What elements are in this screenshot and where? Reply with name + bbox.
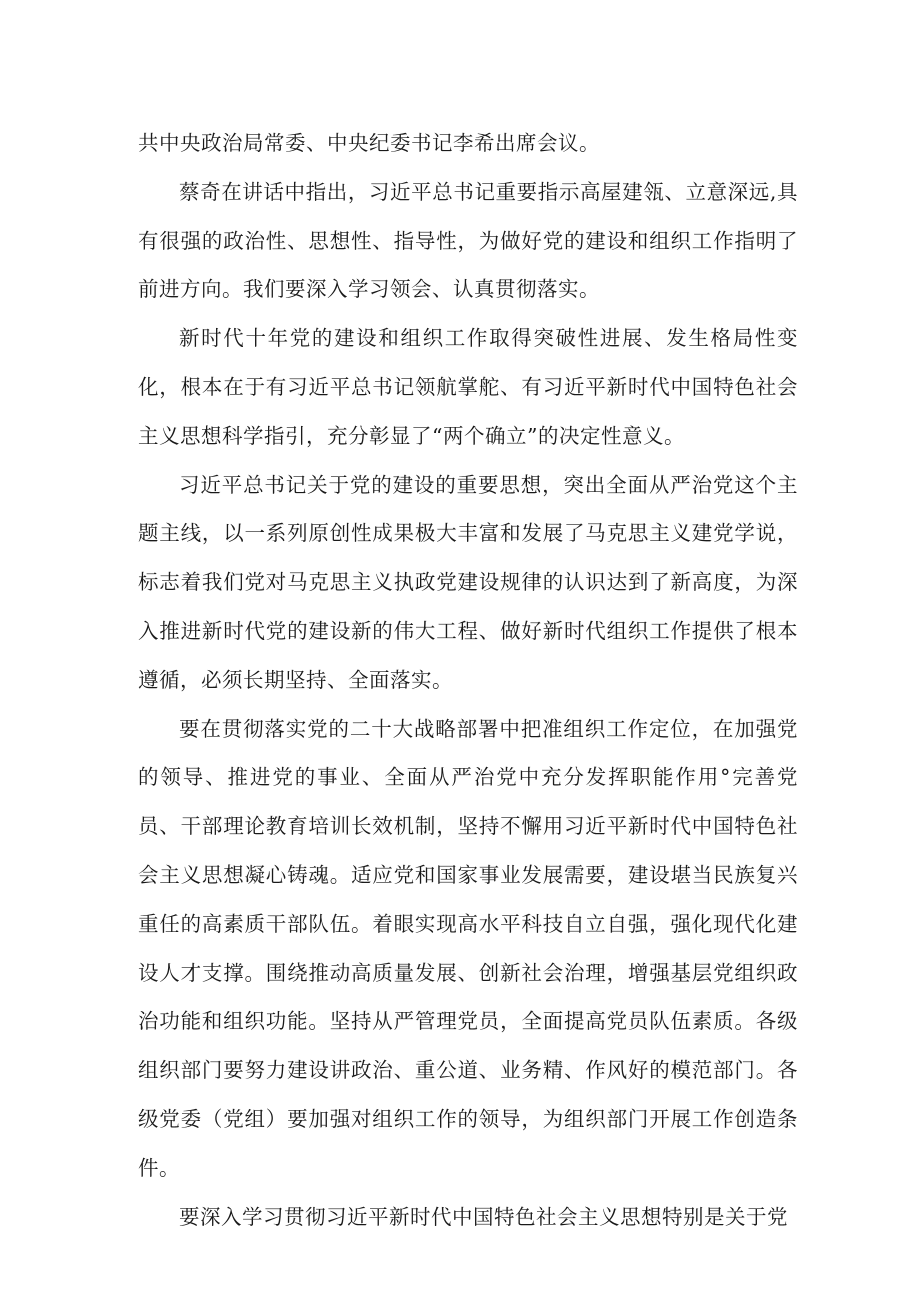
paragraph-3: 新时代十年党的建设和组织工作取得突破性进展、发生格局性变化，根本在于有习近平总书记领航掌舵、有习近平新时代中国特色社会主义思想科学指引，充分彰显了“两个确立”的决定性意义。: [138, 326, 798, 448]
document-body: [138, 119, 798, 1241]
paragraph-4: 习近平总书记关于党的建设的重要思想，突出全面从严治党这个主题主线，以一系列原创性成果极大丰富和发展了马克思主义建党学说，标志着我们党对马克思主义执政党建设规律的认识达到了新高度，为深入推进新时代党的建设新的伟大工程、做好新时代组织工作提供了根本遵循，必须长期坚持、全面落实。: [138, 472, 798, 692]
paragraph-5: 要在贯彻落实党的二十大战略部署中把准组织工作定位，在加强党的领导、推进党的事业、全面从严治党中充分发挥职能作用°完善党员、干部理论教育培训长效机制，坚持不懈用习近平新时代中国特色社会主义思想凝心铸魂。适应党和国家事业发展需要，建设堪当民族复兴重任的高素质干部队伍。着眼实现高水平科技自立自强，强化现代化建设人才支撑。围绕推动高质量发展、创新社会治理，增强基层党组织政治功能和组织功能。坚持从严管理党员，全面提高党员队伍素质。各级组织部门要努力建设讲政治、重公道、业务精、作风好的模范部门。各级党委（党组）要加强对组织工作的领导，为组织部门开展工作创造条件。: [138, 716, 798, 1180]
paragraph-2: 蔡奇在讲话中指出，习近平总书记重要指示高屋建瓴、立意深远,具有很强的政治性、思想性、指导性，为做好党的建设和组织工作指明了前进方向。我们要深入学习领会、认真贯彻落实。: [138, 179, 798, 302]
paragraph-6: 要深入学习贯彻习近平新时代中国特色社会主义思想特别是关于党: [179, 1204, 788, 1229]
paragraph-1: 共中央政治局常委、中央纪委书记李希出席会议。: [138, 131, 600, 155]
